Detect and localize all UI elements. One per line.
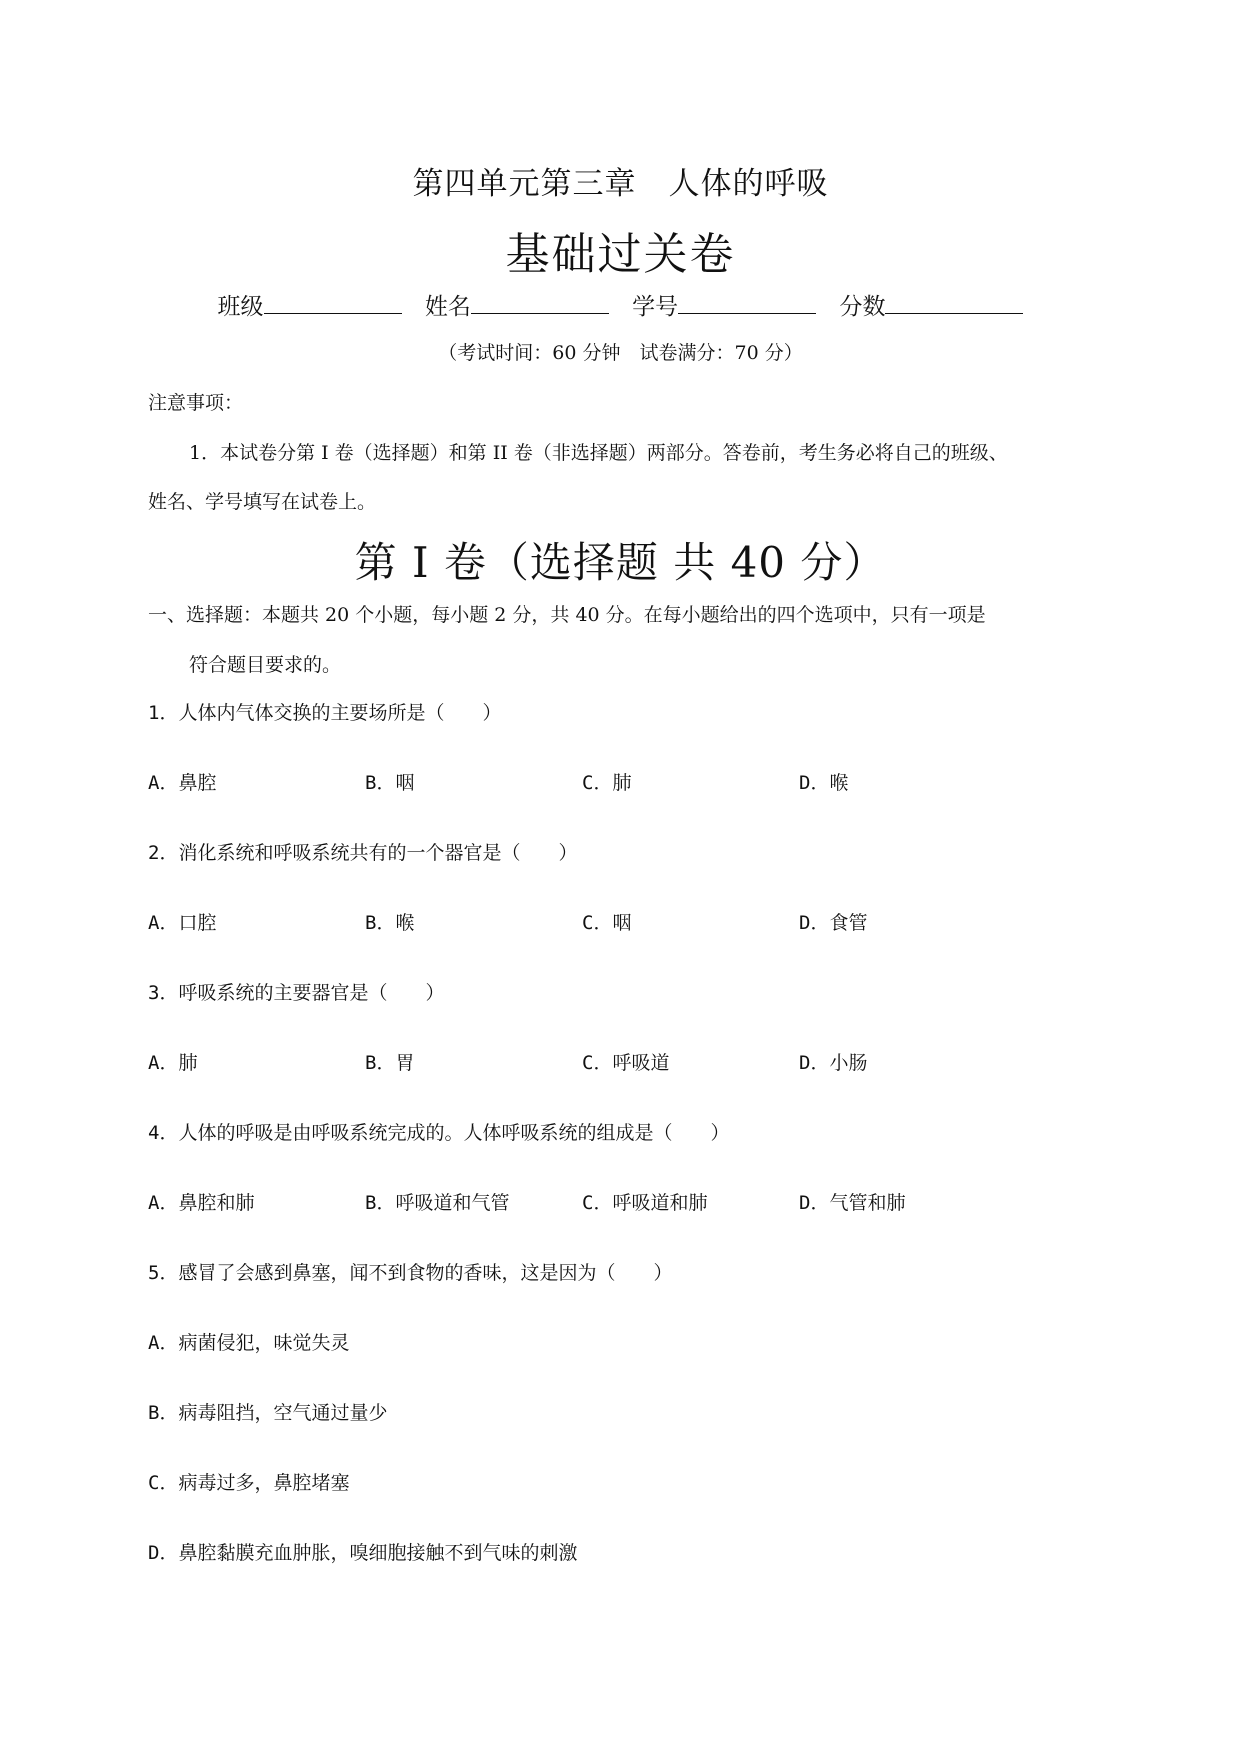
student-id-blank[interactable] [678,293,816,314]
score-label: 分数 [839,294,886,320]
question-2-options [148,908,1016,935]
question-4-option-a[interactable]: A．鼻腔和肺 [148,1192,255,1214]
question-3-option-a[interactable]: A．肺 [148,1052,198,1074]
student-info-row [0,288,1241,321]
exam-meta: （考试时间：60 分钟 试卷满分：70 分） [438,342,803,364]
student-id-label: 学号 [632,294,679,320]
student-id-field[interactable] [632,288,816,321]
exam-subtitle: 基础过关卷 [505,229,736,280]
notes-heading: 注意事项： [148,392,244,414]
notes-item-1: 1．本试卷分第 I 卷（选择题）和第 II 卷（非选择题）两部分。答卷前，考生务必将自己的班级、 [189,442,1008,464]
question-1-option-c[interactable]: C．肺 [582,772,632,794]
name-blank[interactable] [471,293,609,314]
question-1-stem: 1．人体内气体交换的主要场所是（ ） [148,702,502,724]
question-3-option-d[interactable]: D．小肠 [799,1052,868,1074]
name-label: 姓名 [424,294,471,320]
class-blank[interactable] [264,293,402,314]
class-label: 班级 [217,294,264,320]
question-1-option-d[interactable]: D．喉 [799,772,849,794]
question-5-option-b[interactable]: B．病毒阻挡，空气通过量少 [148,1402,388,1424]
question-4-option-d[interactable]: D．气管和肺 [799,1192,906,1214]
section-instruction: 一、选择题：本题共 20 个小题，每小题 2 分，共 40 分。在每小题给出的四个选项中，只有一项是 [148,604,986,626]
score-blank[interactable] [885,293,1023,314]
section-title: 第 I 卷（选择题 共 40 分） [354,538,887,587]
question-1-option-a[interactable]: A．鼻腔 [148,772,217,794]
question-4-option-c[interactable]: C．呼吸道和肺 [582,1192,708,1214]
question-1-option-b[interactable]: B．咽 [365,772,415,794]
question-1-options [148,768,1016,795]
score-field[interactable] [839,288,1023,321]
question-3-options [148,1048,1016,1075]
question-3-stem: 3．呼吸系统的主要器官是（ ） [148,982,445,1004]
question-2-option-d[interactable]: D．食管 [799,912,868,934]
section-instruction-cont: 符合题目要求的。 [189,654,342,676]
question-5-option-c[interactable]: C．病毒过多，鼻腔堵塞 [148,1472,350,1494]
notes-item-1-cont: 姓名、学号填写在试卷上。 [148,491,377,513]
question-4-options [148,1188,1016,1215]
class-field[interactable] [218,288,402,321]
question-5-stem: 5．感冒了会感到鼻塞，闻不到食物的香味，这是因为（ ） [148,1262,673,1284]
question-2-option-b[interactable]: B．喉 [365,912,415,934]
question-3-option-c[interactable]: C．呼吸道 [582,1052,670,1074]
question-2-stem: 2．消化系统和呼吸系统共有的一个器官是（ ） [148,842,578,864]
question-4-stem: 4．人体的呼吸是由呼吸系统完成的。人体呼吸系统的组成是（ ） [148,1122,730,1144]
name-field[interactable] [425,288,609,321]
question-2-option-c[interactable]: C．咽 [582,912,632,934]
question-3-option-b[interactable]: B．胃 [365,1052,415,1074]
question-4-option-b[interactable]: B．呼吸道和气管 [365,1192,510,1214]
question-2-option-a[interactable]: A．口腔 [148,912,217,934]
question-5-option-a[interactable]: A．病菌侵犯，味觉失灵 [148,1332,350,1354]
question-5-option-d[interactable]: D．鼻腔黏膜充血肿胀，嗅细胞接触不到气味的刺激 [148,1542,578,1564]
exam-title: 第四单元第三章 人体的呼吸 [412,166,829,202]
